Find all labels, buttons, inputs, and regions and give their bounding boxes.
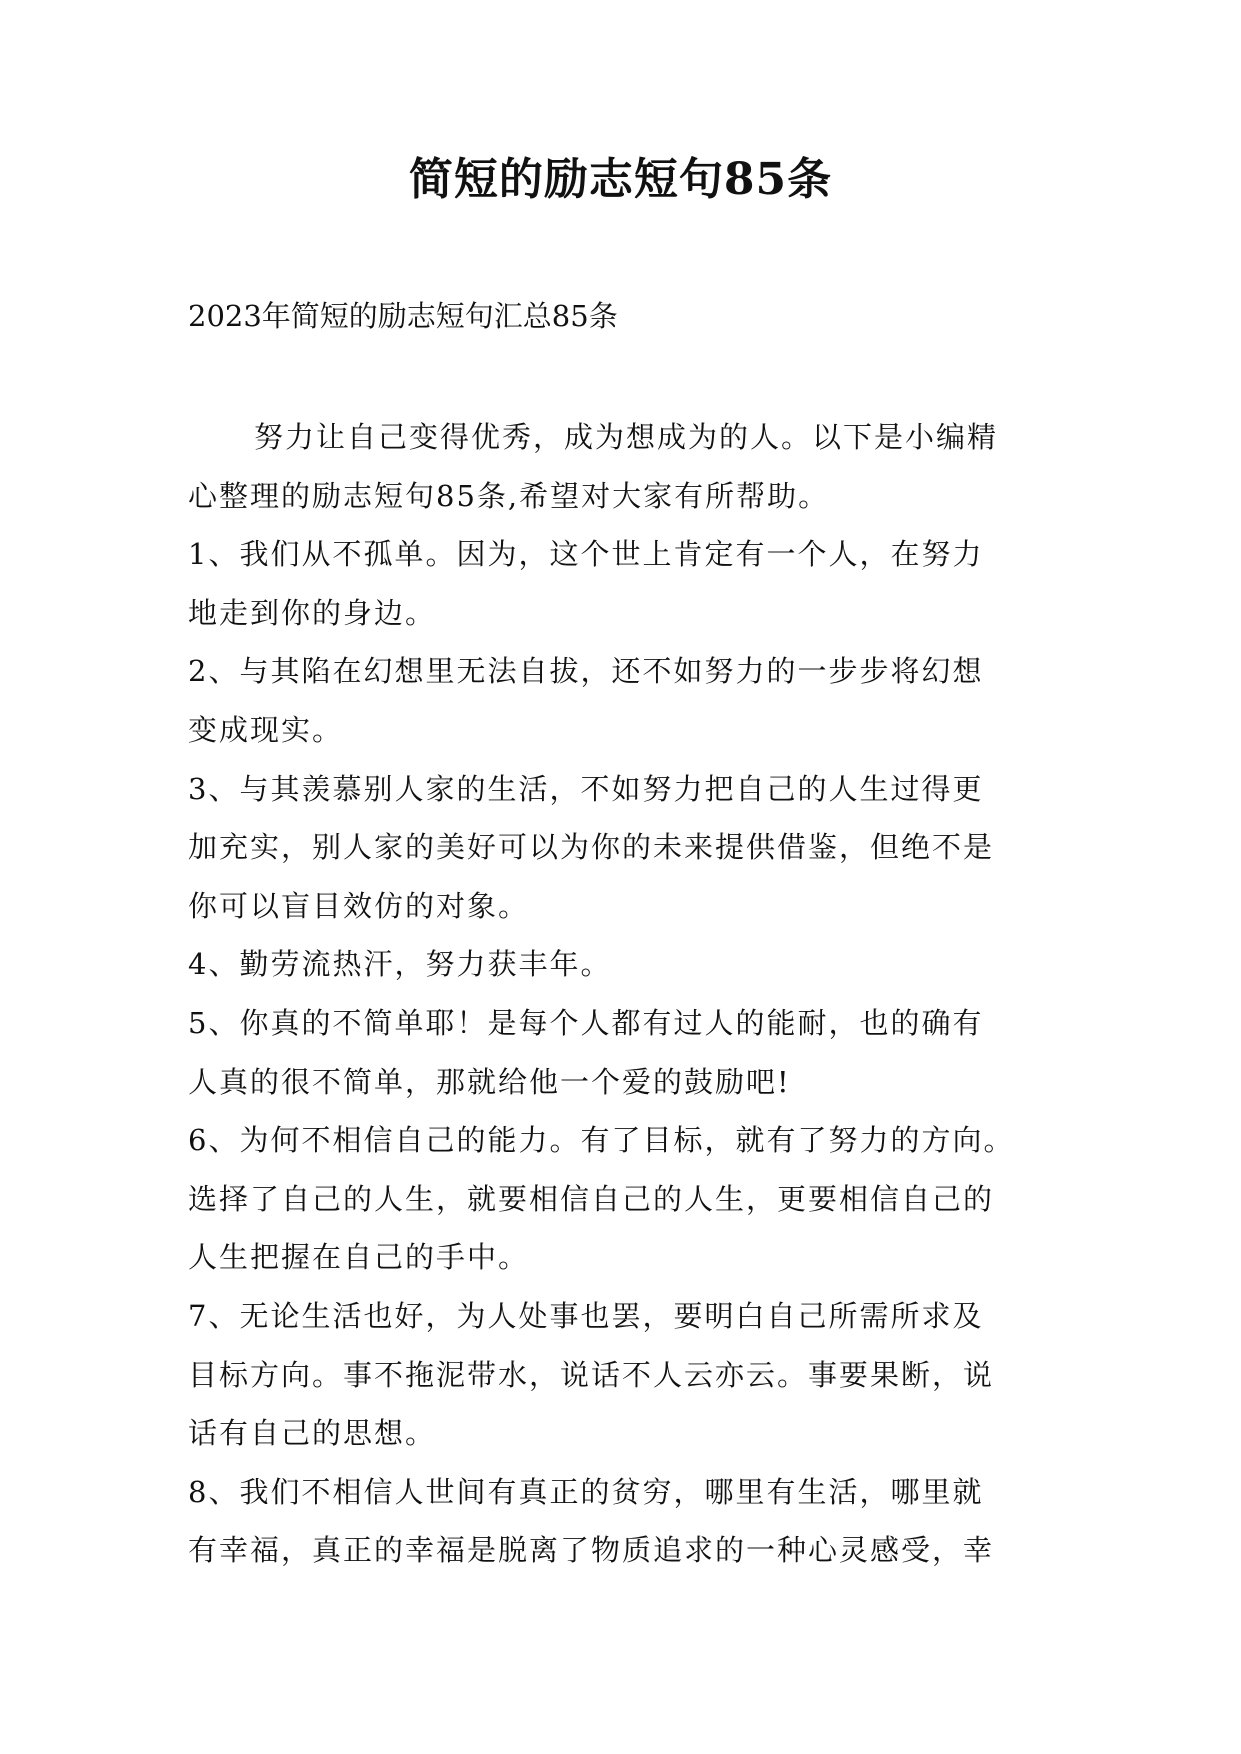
document-body	[188, 408, 1068, 1580]
body-line: 人生把握在自己的手中。	[188, 1240, 530, 1275]
body-line: 加充实，别人家的美好可以为你的未来提供借鉴，但绝不是	[188, 830, 995, 865]
body-line: 5、你真的不简单耶！是每个人都有过人的能耐，也的确有	[188, 1005, 984, 1040]
body-line: 目标方向。事不拖泥带水，说话不人云亦云。事要果断，说	[188, 1357, 995, 1392]
body-line: 7、无论生活也好，为人处事也罢，要明白自己所需所求及	[188, 1298, 984, 1333]
body-line: 心整理的励志短句85条,希望对大家有所帮助。	[188, 478, 830, 513]
body-line: 3、与其羡慕别人家的生活，不如努力把自己的人生过得更	[188, 771, 984, 806]
document-title: 简短的励志短句85条	[408, 154, 833, 205]
body-line: 6、为何不相信自己的能力。有了目标，就有了努力的方向。	[188, 1123, 1015, 1158]
body-line: 有幸福，真正的幸福是脱离了物质追求的一种心灵感受，幸	[188, 1533, 995, 1568]
body-line: 选择了自己的人生，就要相信自己的人生，更要相信自己的	[188, 1181, 995, 1216]
body-line: 话有自己的思想。	[188, 1416, 437, 1451]
body-line: 努力让自己变得优秀，成为想成为的人。以下是小编精	[254, 420, 999, 454]
body-line: 你可以盲目效仿的对象。	[188, 888, 530, 923]
body-line: 1、我们从不孤单。因为，这个世上肯定有一个人，在努力	[188, 537, 984, 572]
document-subtitle: 2023年简短的励志短句汇总85条	[188, 299, 618, 333]
body-line: 4、勤劳流热汗，努力获丰年。	[188, 947, 612, 982]
body-line: 8、我们不相信人世间有真正的贫穷，哪里有生活，哪里就	[188, 1474, 984, 1509]
body-line: 变成现实。	[188, 712, 344, 747]
body-line: 人真的很不简单，那就给他一个爱的鼓励吧!	[188, 1064, 791, 1099]
body-line: 地走到你的身边。	[188, 595, 437, 630]
body-line: 2、与其陷在幻想里无法自拔，还不如努力的一步步将幻想	[188, 654, 984, 689]
